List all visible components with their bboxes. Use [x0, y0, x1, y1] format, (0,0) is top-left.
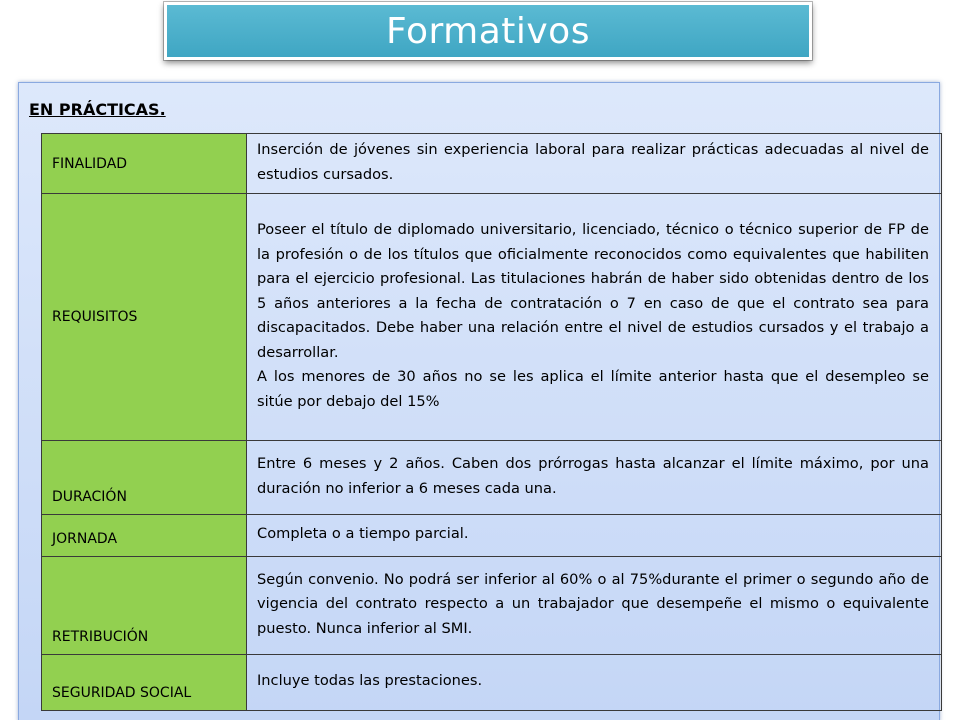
row-description: [247, 194, 942, 441]
row-text: Poseer el título de diplomado universitario, licenciado, técnico o técnico superior de FP de la profesión o de los títulos que oficialmente reconocidos como equivalentes que habiliten para el ejercicio profesional. Las titulaciones habrán de haber sido obtenidas dentro de los 5 años anteriores a la fecha de contratación o 7 en caso de que el contrato sea para discapacitados. Debe haber una relación entre el nivel de estudios cursados y el trabajo a desarrollar.: [257, 221, 929, 361]
row-description: [247, 557, 942, 655]
content-panel: [18, 82, 940, 720]
row-text: Entre 6 meses y 2 años. Caben dos prórrogas hasta alcanzar el límite máximo, por una duración no inferior a 6 meses cada una.: [257, 455, 929, 497]
row-text: A los menores de 30 años no se les aplica el límite anterior hasta que el desempleo se sitúe por debajo del 15%: [257, 368, 929, 410]
title-banner: [164, 2, 812, 60]
row-label: FINALIDAD: [42, 134, 247, 194]
contract-info-table: [41, 133, 942, 711]
section-heading: EN PRÁCTICAS.: [29, 100, 166, 119]
row-text: Inserción de jóvenes sin experiencia laboral para realizar prácticas adecuadas al nivel de estudios cursados.: [257, 141, 929, 183]
row-label: SEGURIDAD SOCIAL: [42, 655, 247, 711]
row-description: [247, 515, 942, 557]
row-text: Según convenio. No podrá ser inferior al 60% o al 75%durante el primer o segundo año de vigencia del contrato respecto a un trabajador que desempeñe el mismo o equivalente puesto. Nunca inferior al SMI.: [257, 570, 929, 637]
table-row-retribucion: [42, 557, 942, 655]
row-label: JORNADA: [42, 515, 247, 557]
row-text: Completa o a tiempo parcial.: [257, 525, 469, 543]
row-label: RETRIBUCIÓN: [42, 557, 247, 655]
table-row-seguridad-social: [42, 655, 942, 711]
table-row-requisitos: [42, 194, 942, 441]
row-label: DURACIÓN: [42, 441, 247, 515]
table-row-jornada: [42, 515, 942, 557]
row-description: [247, 441, 942, 515]
row-label: REQUISITOS: [42, 194, 247, 441]
row-description: [247, 655, 942, 711]
table-row-duracion: [42, 441, 942, 515]
row-text: Incluye todas las prestaciones.: [257, 672, 483, 690]
row-description: [247, 134, 942, 194]
page-title: Formativos: [386, 10, 590, 52]
table-row-finalidad: [42, 134, 942, 194]
